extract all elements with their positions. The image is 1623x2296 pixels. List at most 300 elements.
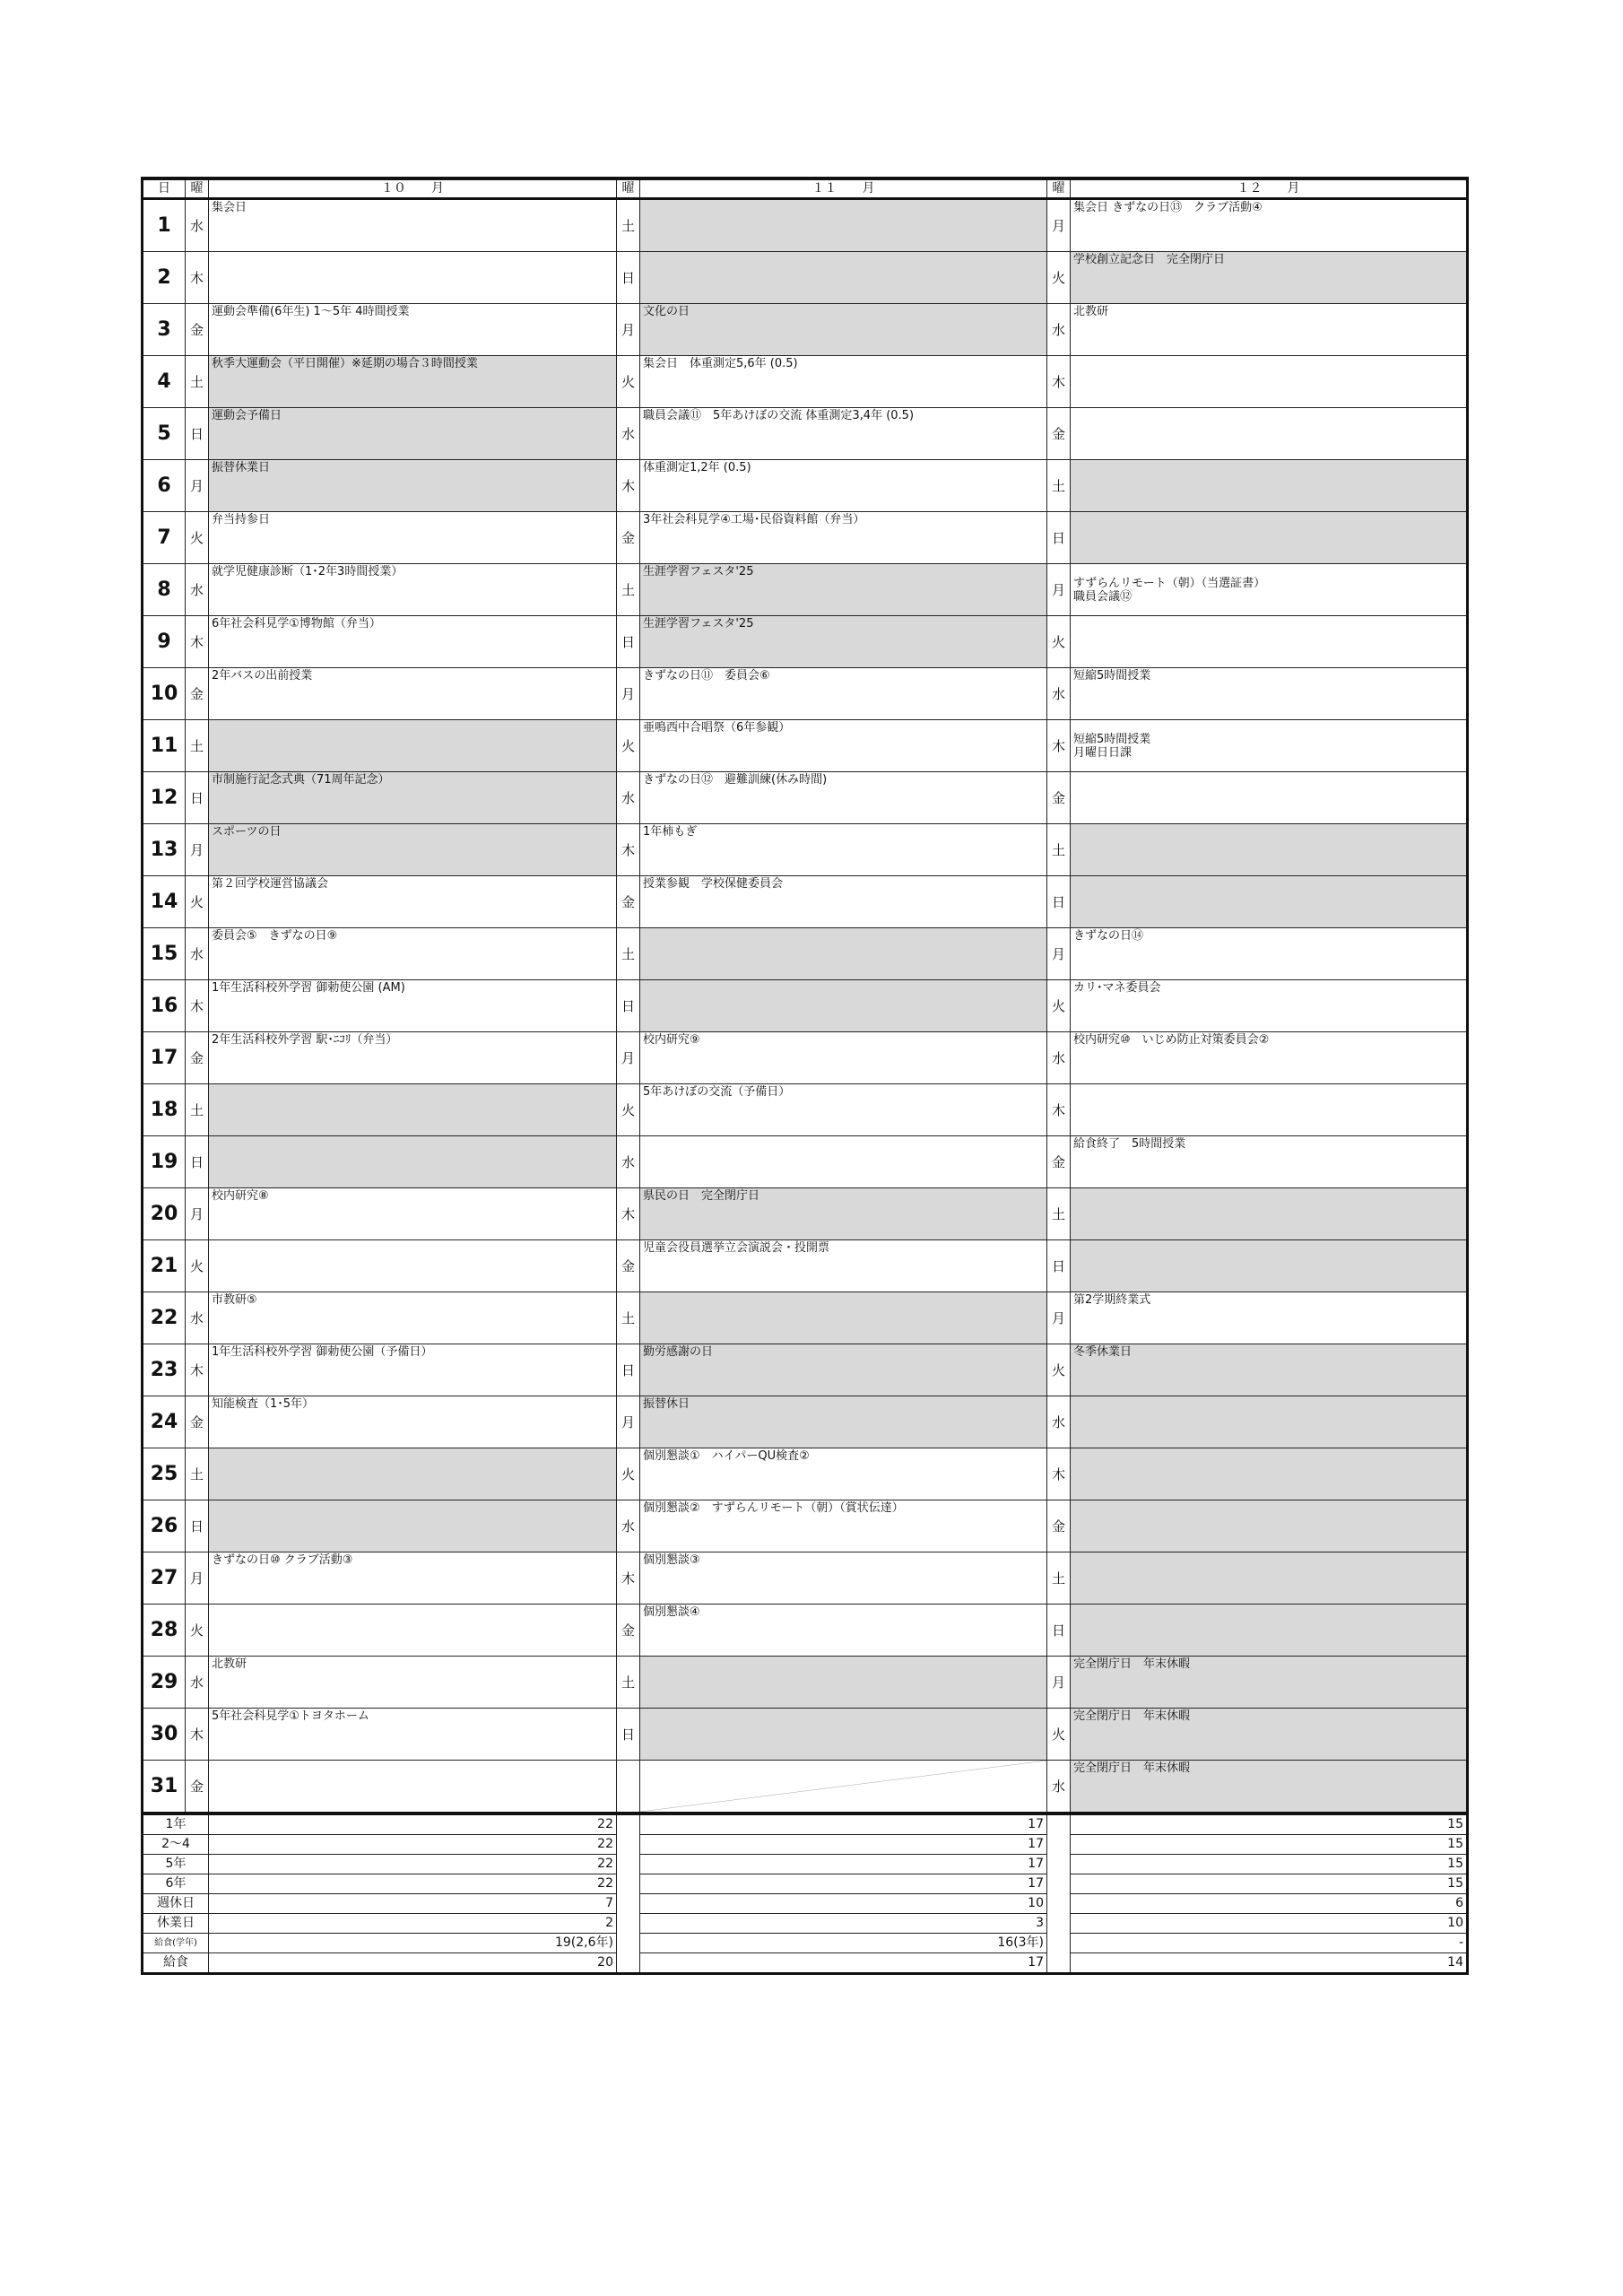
header-weekday-nov: 曜 [617, 178, 640, 199]
empty-cell [640, 1761, 1047, 1814]
weekday-cell: 月 [186, 1552, 209, 1605]
event-cell: 個別懇談④ [640, 1605, 1047, 1657]
day-row [143, 1448, 1468, 1500]
event-cell [1071, 1500, 1468, 1552]
event-cell: 3年社会科見学④工場･民俗資料館（弁当） [640, 512, 1047, 564]
weekday-cell: 木 [186, 980, 209, 1032]
stat-value: - [1071, 1934, 1468, 1953]
day-number: 6 [143, 460, 186, 512]
stat-value: 22 [209, 1855, 617, 1874]
day-row [143, 616, 1468, 668]
day-number: 23 [143, 1344, 186, 1396]
event-cell: 運動会準備(6年生) 1～5年 4時間授業 [209, 304, 617, 356]
weekday-cell: 水 [617, 408, 640, 460]
weekday-cell: 水 [186, 1657, 209, 1709]
weekday-cell: 日 [186, 408, 209, 460]
weekday-cell: 水 [1047, 668, 1071, 720]
weekday-cell: 月 [1047, 928, 1071, 980]
weekday-cell: 日 [1047, 1605, 1071, 1657]
event-cell [1071, 824, 1468, 876]
event-cell: 児童会役員選挙立会演説会・投開票 [640, 1240, 1047, 1292]
event-cell: 委員会⑤ きずなの日⑨ [209, 928, 617, 980]
stat-gap [1047, 1914, 1071, 1934]
weekday-cell: 木 [186, 616, 209, 668]
stat-value: 22 [209, 1813, 617, 1835]
event-cell: 勤労感謝の日 [640, 1344, 1047, 1396]
event-cell [1071, 1240, 1468, 1292]
weekday-cell: 水 [1047, 1032, 1071, 1084]
event-cell [209, 1136, 617, 1188]
event-cell: 秋季大運動会（平日開催）※延期の場合３時間授業 [209, 356, 617, 408]
weekday-cell: 土 [1047, 824, 1071, 876]
stat-gap [1047, 1953, 1071, 1974]
stat-gap [1047, 1813, 1071, 1835]
weekday-cell: 火 [1047, 616, 1071, 668]
weekday-cell: 土 [1047, 1188, 1071, 1240]
day-number: 18 [143, 1084, 186, 1136]
day-number: 14 [143, 876, 186, 928]
weekday-cell: 火 [617, 356, 640, 408]
header-day: 日 [143, 178, 186, 199]
stat-value: 15 [1071, 1813, 1468, 1835]
header-weekday-dec: 曜 [1047, 178, 1071, 199]
day-row [143, 252, 1468, 304]
header-row [143, 178, 1468, 199]
event-cell [209, 1084, 617, 1136]
weekday-cell: 土 [1047, 460, 1071, 512]
day-number: 15 [143, 928, 186, 980]
header-weekday: 曜 [186, 178, 209, 199]
stat-value: 22 [209, 1835, 617, 1855]
event-cell: 生涯学習フェスタ'25 [640, 564, 1047, 616]
weekday-cell: 水 [186, 928, 209, 980]
weekday-cell: 木 [617, 1188, 640, 1240]
day-number: 21 [143, 1240, 186, 1292]
event-cell: 1年柿もぎ [640, 824, 1047, 876]
weekday-cell: 金 [1047, 408, 1071, 460]
weekday-cell: 金 [186, 1761, 209, 1814]
stat-value: 20 [209, 1953, 617, 1974]
event-cell: 6年社会科見学①博物館（弁当） [209, 616, 617, 668]
day-row [143, 720, 1468, 772]
event-cell [1071, 408, 1468, 460]
weekday-cell: 土 [617, 199, 640, 252]
weekday-cell: 火 [1047, 1709, 1071, 1761]
event-cell: 職員会議⑪ 5年あけぼの交流 体重測定3,4年 (0.5) [640, 408, 1047, 460]
stat-gap [617, 1874, 640, 1894]
stat-row [143, 1874, 1468, 1894]
event-cell [640, 1709, 1047, 1761]
event-cell [1071, 512, 1468, 564]
event-cell: 亜鳴西中合唱祭（6年参観） [640, 720, 1047, 772]
stat-value: 17 [640, 1835, 1047, 1855]
stat-gap [617, 1813, 640, 1835]
weekday-cell: 火 [617, 1084, 640, 1136]
stat-row [143, 1894, 1468, 1914]
stat-gap [1047, 1934, 1071, 1953]
event-cell: 市制施行記念式典（71周年記念） [209, 772, 617, 824]
event-cell [209, 1605, 617, 1657]
event-cell: 振替休業日 [209, 460, 617, 512]
event-cell: 1年生活科校外学習 御勅使公園（予備日） [209, 1344, 617, 1396]
event-cell: 5年社会科見学①トヨタホーム [209, 1709, 617, 1761]
weekday-cell: 金 [1047, 1136, 1071, 1188]
weekday-cell: 木 [1047, 1448, 1071, 1500]
weekday-cell: 木 [617, 1552, 640, 1605]
weekday-cell: 土 [617, 1292, 640, 1344]
event-cell: 弁当持参日 [209, 512, 617, 564]
day-number: 28 [143, 1605, 186, 1657]
stat-value: 19(2,6年) [209, 1934, 617, 1953]
event-cell: 生涯学習フェスタ'25 [640, 616, 1047, 668]
event-cell: 給食終了 5時間授業 [1071, 1136, 1468, 1188]
weekday-cell: 日 [617, 616, 640, 668]
weekday-cell: 火 [186, 1605, 209, 1657]
weekday-cell: 金 [186, 304, 209, 356]
weekday-cell: 月 [1047, 199, 1071, 252]
stat-gap [617, 1914, 640, 1934]
stat-label: 6年 [143, 1874, 209, 1894]
stat-value: 7 [209, 1894, 617, 1914]
weekday-cell: 日 [1047, 512, 1071, 564]
weekday-cell: 火 [617, 1448, 640, 1500]
stat-value: 15 [1071, 1855, 1468, 1874]
day-row [143, 1709, 1468, 1761]
stat-row [143, 1934, 1468, 1953]
day-row [143, 1292, 1468, 1344]
weekday-cell: 木 [1047, 356, 1071, 408]
event-cell: 2年バスの出前授業 [209, 668, 617, 720]
event-cell: 市教研⑤ [209, 1292, 617, 1344]
event-cell [640, 1292, 1047, 1344]
weekday-cell: 木 [617, 460, 640, 512]
day-number: 25 [143, 1448, 186, 1500]
event-cell: 5年あけぼの交流（予備日） [640, 1084, 1047, 1136]
stat-gap [1047, 1835, 1071, 1855]
stat-gap [617, 1953, 640, 1974]
event-cell: きずなの日⑪ 委員会⑥ [640, 668, 1047, 720]
day-number: 10 [143, 668, 186, 720]
day-number: 2 [143, 252, 186, 304]
event-cell: すずらんリモート（朝）（当選証書） 職員会議⑫ [1071, 564, 1468, 616]
weekday-cell: 日 [617, 980, 640, 1032]
day-number: 22 [143, 1292, 186, 1344]
weekday-cell: 木 [186, 1344, 209, 1396]
day-row [143, 1136, 1468, 1188]
weekday-cell: 日 [617, 1344, 640, 1396]
event-cell: 個別懇談② すずらんリモート（朝）（賞状伝達） [640, 1500, 1047, 1552]
weekday-cell: 月 [186, 460, 209, 512]
weekday-cell: 火 [617, 720, 640, 772]
weekday-cell: 水 [1047, 1761, 1071, 1814]
stat-value: 17 [640, 1855, 1047, 1874]
stat-gap [617, 1934, 640, 1953]
day-row [143, 928, 1468, 980]
day-row [143, 199, 1468, 252]
weekday-cell: 土 [186, 1084, 209, 1136]
event-cell: カリ･マネ委員会 [1071, 980, 1468, 1032]
day-number: 4 [143, 356, 186, 408]
day-number: 26 [143, 1500, 186, 1552]
event-cell: 知能検査（1･5年） [209, 1396, 617, 1448]
header-december: １２ 月 [1071, 178, 1468, 199]
stat-value: 17 [640, 1874, 1047, 1894]
event-cell: 集会日 [209, 199, 617, 252]
event-cell: 校内研究⑩ いじめ防止対策委員会② [1071, 1032, 1468, 1084]
stat-value: 2 [209, 1914, 617, 1934]
event-cell [209, 1448, 617, 1500]
header-october: １０ 月 [209, 178, 617, 199]
event-cell: きずなの日⑫ 避難訓練(休み時間) [640, 772, 1047, 824]
weekday-cell: 木 [1047, 1084, 1071, 1136]
weekday-cell: 土 [617, 1657, 640, 1709]
stat-value: 16(3年) [640, 1934, 1047, 1953]
weekday-cell: 月 [617, 304, 640, 356]
day-number: 19 [143, 1136, 186, 1188]
weekday-cell: 土 [186, 356, 209, 408]
event-cell [1071, 1605, 1468, 1657]
stat-row [143, 1855, 1468, 1874]
day-row [143, 1344, 1468, 1396]
event-cell [1071, 1188, 1468, 1240]
event-cell: 完全閉庁日 年末休暇 [1071, 1657, 1468, 1709]
day-row [143, 1240, 1468, 1292]
weekday-cell: 月 [1047, 1657, 1071, 1709]
stat-label: 1年 [143, 1813, 209, 1835]
day-number: 7 [143, 512, 186, 564]
event-cell [209, 252, 617, 304]
weekday-cell: 日 [186, 772, 209, 824]
event-cell: 冬季休業日 [1071, 1344, 1468, 1396]
weekday-cell: 水 [1047, 1396, 1071, 1448]
event-cell [640, 1136, 1047, 1188]
event-cell: 文化の日 [640, 304, 1047, 356]
weekday-cell: 月 [186, 824, 209, 876]
event-cell: 県民の日 完全閉庁日 [640, 1188, 1047, 1240]
event-cell: 個別懇談① ハイパーQU検査② [640, 1448, 1047, 1500]
event-cell: 就学児健康診断（1･2年3時間授業） [209, 564, 617, 616]
weekday-cell: 金 [617, 1605, 640, 1657]
day-number: 13 [143, 824, 186, 876]
weekday-cell: 金 [186, 1396, 209, 1448]
weekday-cell: 水 [186, 1292, 209, 1344]
day-number: 24 [143, 1396, 186, 1448]
weekday-cell: 金 [1047, 1500, 1071, 1552]
day-number: 20 [143, 1188, 186, 1240]
day-row [143, 772, 1468, 824]
weekday-cell: 金 [1047, 772, 1071, 824]
day-row [143, 876, 1468, 928]
weekday-cell: 金 [617, 1240, 640, 1292]
event-cell [640, 252, 1047, 304]
event-cell: 授業参観 学校保健委員会 [640, 876, 1047, 928]
event-cell [1071, 356, 1468, 408]
event-cell: 北教研 [1071, 304, 1468, 356]
event-cell: 個別懇談③ [640, 1552, 1047, 1605]
weekday-cell: 火 [1047, 980, 1071, 1032]
weekday-cell: 月 [1047, 564, 1071, 616]
weekday-cell: 土 [1047, 1552, 1071, 1605]
stat-gap [617, 1855, 640, 1874]
weekday-cell: 土 [617, 564, 640, 616]
event-cell [640, 1657, 1047, 1709]
weekday-cell: 金 [186, 668, 209, 720]
event-cell [1071, 1396, 1468, 1448]
stat-gap [1047, 1855, 1071, 1874]
event-cell [1071, 460, 1468, 512]
day-row [143, 668, 1468, 720]
school-calendar-table [141, 177, 1469, 1975]
day-number: 8 [143, 564, 186, 616]
day-number: 5 [143, 408, 186, 460]
day-row [143, 1761, 1468, 1814]
day-number: 11 [143, 720, 186, 772]
event-cell [209, 1761, 617, 1814]
stat-value: 3 [640, 1914, 1047, 1934]
day-row [143, 304, 1468, 356]
event-cell [640, 980, 1047, 1032]
stat-value: 22 [209, 1874, 617, 1894]
event-cell [209, 720, 617, 772]
event-cell: 第2学期終業式 [1071, 1292, 1468, 1344]
day-number: 31 [143, 1761, 186, 1814]
stat-label: 給食(学年) [143, 1934, 209, 1953]
weekday-cell: 日 [186, 1136, 209, 1188]
day-number: 16 [143, 980, 186, 1032]
stat-gap [617, 1835, 640, 1855]
weekday-cell: 日 [1047, 1240, 1071, 1292]
weekday-cell: 月 [617, 1396, 640, 1448]
stat-value: 17 [640, 1953, 1047, 1974]
weekday-cell: 火 [1047, 1344, 1071, 1396]
event-cell: 校内研究⑨ [640, 1032, 1047, 1084]
weekday-cell: 日 [1047, 876, 1071, 928]
weekday-cell [617, 1761, 640, 1814]
event-cell: 集会日 体重測定5,6年 (0.5) [640, 356, 1047, 408]
stat-gap [617, 1894, 640, 1914]
event-cell: 完全閉庁日 年末休暇 [1071, 1709, 1468, 1761]
day-row [143, 512, 1468, 564]
stat-label: 2～4 [143, 1835, 209, 1855]
weekday-cell: 金 [186, 1032, 209, 1084]
event-cell: 振替休日 [640, 1396, 1047, 1448]
day-row [143, 564, 1468, 616]
event-cell [1071, 1448, 1468, 1500]
event-cell [1071, 876, 1468, 928]
weekday-cell: 水 [617, 1500, 640, 1552]
weekday-cell: 水 [186, 564, 209, 616]
stat-gap [1047, 1894, 1071, 1914]
weekday-cell: 木 [186, 252, 209, 304]
event-cell: 北教研 [209, 1657, 617, 1709]
day-row [143, 1084, 1468, 1136]
day-number: 1 [143, 199, 186, 252]
weekday-cell: 土 [186, 720, 209, 772]
event-cell: 2年生活科校外学習 駅･ﾆｺﾘ（弁当） [209, 1032, 617, 1084]
weekday-cell: 月 [617, 668, 640, 720]
weekday-cell: 木 [186, 1709, 209, 1761]
stat-label: 週休日 [143, 1894, 209, 1914]
weekday-cell: 水 [617, 1136, 640, 1188]
weekday-cell: 月 [617, 1032, 640, 1084]
event-cell: 1年生活科校外学習 御勅使公園 (AM) [209, 980, 617, 1032]
weekday-cell: 月 [1047, 1292, 1071, 1344]
event-cell [640, 928, 1047, 980]
day-row [143, 356, 1468, 408]
weekday-cell: 土 [186, 1448, 209, 1500]
day-number: 17 [143, 1032, 186, 1084]
stat-value: 14 [1071, 1953, 1468, 1974]
day-row [143, 1657, 1468, 1709]
day-row [143, 1032, 1468, 1084]
event-cell: 運動会予備日 [209, 408, 617, 460]
event-cell [1071, 1552, 1468, 1605]
stat-value: 15 [1071, 1874, 1468, 1894]
day-row [143, 408, 1468, 460]
weekday-cell: 日 [186, 1500, 209, 1552]
stat-value: 10 [640, 1894, 1047, 1914]
weekday-cell: 水 [186, 199, 209, 252]
stat-value: 15 [1071, 1835, 1468, 1855]
event-cell: 校内研究⑧ [209, 1188, 617, 1240]
event-cell [1071, 1084, 1468, 1136]
weekday-cell: 日 [617, 1709, 640, 1761]
weekday-cell: 木 [617, 824, 640, 876]
event-cell [1071, 772, 1468, 824]
event-cell [640, 199, 1047, 252]
stat-label: 5年 [143, 1855, 209, 1874]
weekday-cell: 金 [617, 512, 640, 564]
event-cell: スポーツの日 [209, 824, 617, 876]
weekday-cell: 木 [1047, 720, 1071, 772]
event-cell: 完全閉庁日 年末休暇 [1071, 1761, 1468, 1814]
weekday-cell: 水 [617, 772, 640, 824]
weekday-cell: 火 [186, 1240, 209, 1292]
event-cell: きずなの日⑩ クラブ活動③ [209, 1552, 617, 1605]
day-row [143, 1500, 1468, 1552]
day-number: 30 [143, 1709, 186, 1761]
stat-row [143, 1835, 1468, 1855]
event-cell [209, 1240, 617, 1292]
event-cell: 短縮5時間授業 [1071, 668, 1468, 720]
event-cell: 学校創立記念日 完全閉庁日 [1071, 252, 1468, 304]
day-number: 27 [143, 1552, 186, 1605]
event-cell: きずなの日⑭ [1071, 928, 1468, 980]
stat-row [143, 1914, 1468, 1934]
stat-value: 10 [1071, 1914, 1468, 1934]
stat-row [143, 1813, 1468, 1835]
day-number: 9 [143, 616, 186, 668]
stat-label: 休業日 [143, 1914, 209, 1934]
event-cell [209, 1500, 617, 1552]
weekday-cell: 火 [186, 876, 209, 928]
weekday-cell: 金 [617, 876, 640, 928]
stat-label: 給食 [143, 1953, 209, 1974]
stat-row [143, 1953, 1468, 1974]
stat-value: 17 [640, 1813, 1047, 1835]
day-row [143, 1396, 1468, 1448]
weekday-cell: 土 [617, 928, 640, 980]
weekday-cell: 月 [186, 1188, 209, 1240]
day-number: 29 [143, 1657, 186, 1709]
day-row [143, 1605, 1468, 1657]
stat-value: 6 [1071, 1894, 1468, 1914]
stat-gap [1047, 1874, 1071, 1894]
day-row [143, 1552, 1468, 1605]
weekday-cell: 水 [1047, 304, 1071, 356]
event-cell [1071, 616, 1468, 668]
event-cell: 第２回学校運営協議会 [209, 876, 617, 928]
